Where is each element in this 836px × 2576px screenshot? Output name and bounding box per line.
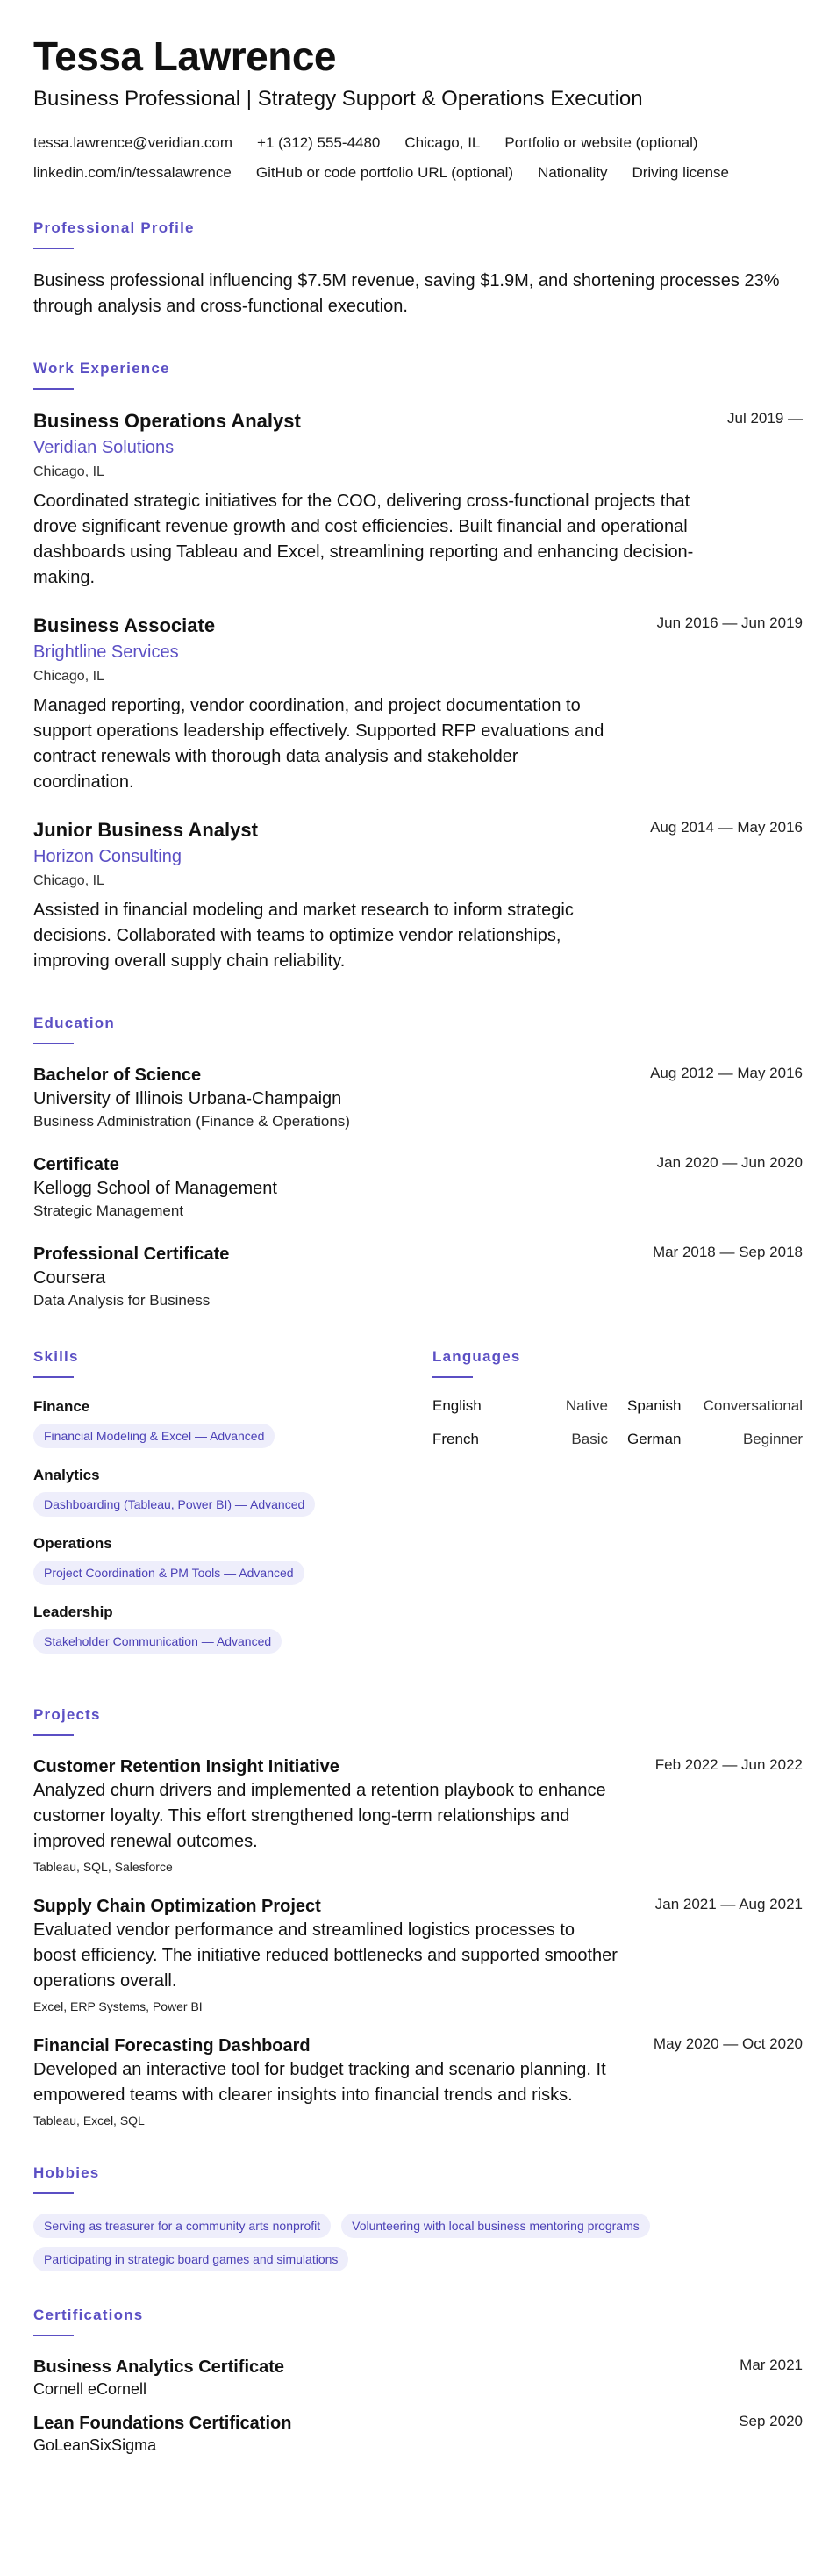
job-company: Horizon Consulting (33, 847, 182, 866)
project-description: Evaluated vendor performance and streamlined logistics processes to boost efficiency. The initiative reduced bottlenecks and supported smoother operations overall. (33, 1920, 618, 1991)
skill-category: Leadership (33, 1604, 113, 1620)
section-divider (33, 388, 74, 390)
section-divider (33, 2192, 74, 2194)
section-title: Education (33, 1015, 115, 1031)
languages-section (432, 1348, 803, 1671)
job-date: Aug 2014 — May 2016 (650, 819, 803, 836)
project-entry (33, 2034, 803, 2129)
section-title: Professional Profile (33, 219, 195, 236)
job-entry (33, 818, 803, 974)
skill-group (33, 1397, 432, 1448)
language-name: English (432, 1397, 482, 1414)
job-entry (33, 409, 803, 591)
section-divider (33, 248, 74, 249)
job-title: Business Operations Analyst (33, 410, 301, 432)
certification-date: Mar 2021 (740, 2357, 803, 2373)
certification-issuer: Cornell eCornell (33, 2380, 147, 2398)
education-school: University of Illinois Urbana-Champaign (33, 1089, 342, 1109)
certification-name: Business Analytics Certificate (33, 2357, 285, 2377)
job-location: Chicago, IL (33, 873, 104, 888)
education-school: Coursera (33, 1268, 106, 1288)
contact-driving-license: Driving license (632, 164, 729, 181)
skill-group (33, 1466, 432, 1517)
job-description: Coordinated strategic initiatives for the COO, delivering cross-functional projects that drove significant revenue growth and cost efficiencies. Built financial and operational dashboards using Tableau and Excel, streamlining reporting and enhancing decision-making. (33, 492, 694, 587)
certification-name: Lean Foundations Certification (33, 2414, 292, 2433)
skill-group (33, 1534, 432, 1585)
project-tech: Excel, ERP Systems, Power BI (33, 1999, 203, 2013)
language-level: Conversational (703, 1397, 803, 1414)
education-section (33, 1015, 803, 1311)
project-description: Analyzed churn drivers and implemented a retention playbook to enhance customer loyalty. This effort strengthened long-term relationships and improved renewal outcomes. (33, 1781, 606, 1851)
contact-location: Chicago, IL (404, 134, 481, 151)
education-degree: Certificate (33, 1155, 119, 1174)
project-description: Developed an interactive tool for budget tracking and scenario planning. It empowered teams with clearer insights into financial trends and risks. (33, 2060, 606, 2105)
project-entry (33, 1755, 803, 1876)
certification-entry (33, 2356, 803, 2400)
certification-date: Sep 2020 (739, 2413, 803, 2429)
section-divider (33, 2335, 74, 2336)
job-description: Managed reporting, vendor coordination, and project documentation to support operations leadership effectively. Supported RFP evaluations and contract renewals with thorough data analysis and stakeholder coordination. (33, 696, 604, 792)
section-title: Languages (432, 1348, 521, 1365)
education-field: Data Analysis for Business (33, 1292, 211, 1309)
job-description: Assisted in financial modeling and market research to inform strategic decisions. Collaborated with teams to optimize vendor relationships, improving overall supply chain reliability. (33, 901, 574, 971)
education-entry (33, 1064, 803, 1132)
skill-category: Operations (33, 1535, 112, 1552)
language-list (432, 1397, 803, 1448)
hobby-list (33, 2214, 788, 2271)
education-date: Aug 2012 — May 2016 (650, 1065, 803, 1081)
education-entry (33, 1243, 803, 1311)
project-date: May 2020 — Oct 2020 (653, 2035, 803, 2052)
language-item (432, 1397, 608, 1415)
skill-category: Analytics (33, 1467, 100, 1483)
education-field: Strategic Management (33, 1202, 184, 1219)
section-divider (33, 1376, 74, 1378)
language-name: German (627, 1431, 682, 1447)
education-school: Kellogg School of Management (33, 1179, 277, 1198)
hobby-tag: Participating in strategic board games and simulations (33, 2247, 348, 2271)
language-level: Native (565, 1397, 608, 1414)
skill-group (33, 1603, 432, 1654)
job-title: Business Associate (33, 614, 216, 636)
education-date: Mar 2018 — Sep 2018 (652, 1244, 803, 1260)
education-entry (33, 1153, 803, 1222)
language-level: Basic (571, 1431, 608, 1447)
skill-category: Finance (33, 1398, 90, 1415)
candidate-headline: Business Professional | Strategy Support & Operations Execution (33, 87, 643, 111)
hobbies-section (33, 2164, 803, 2271)
skills-languages-row (33, 1348, 803, 1671)
section-divider (33, 1734, 74, 1736)
contact-email[interactable]: tessa.lawrence@veridian.com (33, 134, 233, 151)
job-company: Brightline Services (33, 642, 179, 662)
projects-section (33, 1706, 803, 2129)
section-title: Skills (33, 1348, 79, 1365)
contact-linkedin[interactable]: linkedin.com/in/tessalawrence (33, 164, 232, 181)
skills-section (33, 1348, 432, 1671)
profile-section (33, 219, 803, 319)
certifications-section (33, 2307, 803, 2456)
job-entry (33, 614, 803, 795)
contact-list (33, 135, 803, 181)
job-title: Junior Business Analyst (33, 819, 258, 841)
skill-tag: Stakeholder Communication — Advanced (33, 1629, 282, 1654)
language-name: Spanish (627, 1397, 682, 1414)
section-title: Projects (33, 1706, 101, 1723)
section-divider (432, 1376, 473, 1378)
skill-tag: Financial Modeling & Excel — Advanced (33, 1424, 275, 1448)
hobby-tag: Volunteering with local business mentoring programs (341, 2214, 650, 2238)
contact-portfolio[interactable]: Portfolio or website (optional) (504, 134, 698, 151)
contact-phone[interactable]: +1 (312) 555-4480 (257, 134, 381, 151)
project-entry (33, 1895, 803, 2015)
education-degree: Bachelor of Science (33, 1066, 202, 1085)
language-name: French (432, 1431, 479, 1447)
project-title: Financial Forecasting Dashboard (33, 2036, 311, 2056)
language-item (627, 1397, 803, 1415)
resume-header (33, 33, 803, 181)
project-date: Feb 2022 — Jun 2022 (654, 1756, 803, 1773)
project-date: Jan 2021 — Aug 2021 (654, 1896, 803, 1912)
job-company: Veridian Solutions (33, 438, 175, 457)
project-tech: Tableau, Excel, SQL (33, 2113, 145, 2128)
section-title: Work Experience (33, 360, 170, 377)
language-item (432, 1431, 608, 1448)
certification-entry (33, 2412, 803, 2456)
section-divider (33, 1043, 74, 1044)
education-field: Business Administration (Finance & Operations) (33, 1113, 350, 1130)
project-tech: Tableau, SQL, Salesforce (33, 1860, 173, 1874)
certification-issuer: GoLeanSixSigma (33, 2436, 157, 2454)
job-location: Chicago, IL (33, 464, 104, 479)
section-title: Certifications (33, 2307, 144, 2323)
profile-summary: Business professional influencing $7.5M revenue, saving $1.9M, and shortening processes 23% through analysis and cross-functional execution. (33, 271, 780, 316)
education-degree: Professional Certificate (33, 1245, 230, 1264)
job-location: Chicago, IL (33, 669, 104, 684)
contact-nationality: Nationality (538, 164, 608, 181)
project-title: Supply Chain Optimization Project (33, 1897, 321, 1916)
hobby-tag: Serving as treasurer for a community arts nonprofit (33, 2214, 331, 2238)
skill-tag: Dashboarding (Tableau, Power BI) — Advanced (33, 1492, 315, 1517)
language-item (627, 1431, 803, 1448)
section-title: Hobbies (33, 2164, 100, 2181)
project-title: Customer Retention Insight Initiative (33, 1757, 339, 1776)
contact-github[interactable]: GitHub or code portfolio URL (optional) (255, 164, 514, 181)
skill-tag: Project Coordination & PM Tools — Advanced (33, 1561, 304, 1585)
education-date: Jan 2020 — Jun 2020 (656, 1154, 803, 1171)
job-date: Jun 2016 — Jun 2019 (656, 614, 803, 631)
experience-section (33, 360, 803, 974)
job-date: Jul 2019 — (727, 410, 803, 427)
language-level: Beginner (742, 1431, 803, 1447)
candidate-name: Tessa Lawrence (33, 33, 337, 79)
